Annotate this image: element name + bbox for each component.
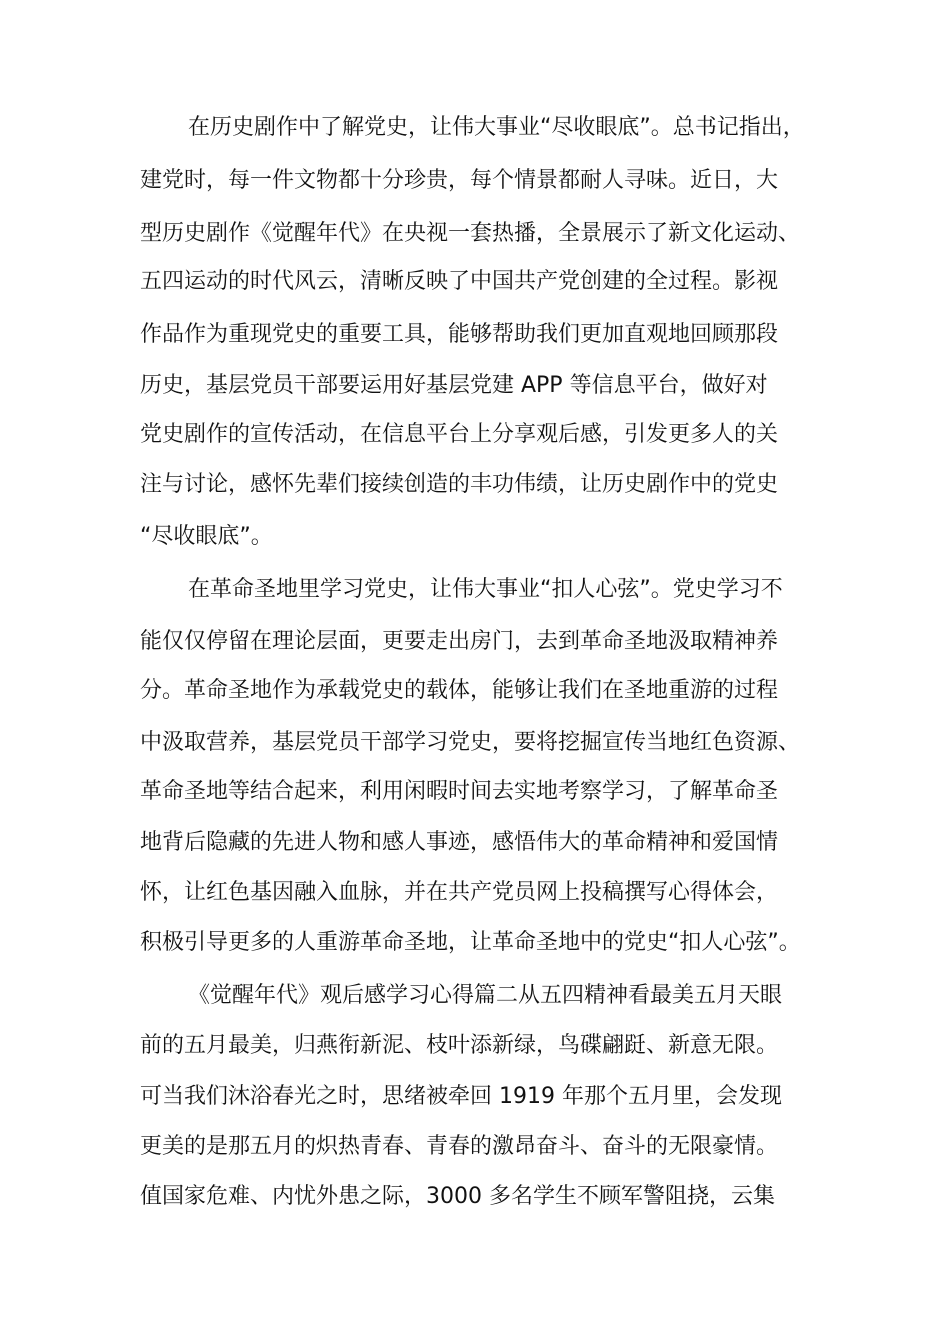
text-line: 党史剧作的宣传活动，在信息平台上分享观后感，引发更多人的关 [140,422,779,447]
text-line: 可当我们沐浴春光之时，思绪被牵回 1919 年那个五月里，会发现 [140,1084,782,1109]
text-line: 怀，让红色基因融入血脉，并在共产党员网上投稿撰写心得体会， [140,880,779,905]
text-line: 在历史剧作中了解党史，让伟大事业“尽收眼底”。总书记指出， [188,115,805,140]
text-line: 地背后隐藏的先进人物和感人事迹，感悟伟大的革命精神和爱国情 [140,830,779,855]
text-line: 分。革命圣地作为承载党史的载体，能够让我们在圣地重游的过程 [140,678,779,703]
text-line: “尽收眼底”。 [140,524,273,549]
text-line: 作品作为重现党史的重要工具，能够帮助我们更加直观地回顾那段 [140,322,779,347]
text-line: 五四运动的时代风云，清晰反映了中国共产党创建的全过程。影视 [140,269,779,294]
text-line: 《觉醒年代》观后感学习心得篇二从五四精神看最美五月天眼 [188,983,783,1008]
text-line: 革命圣地等结合起来，利用闲暇时间去实地考察学习，了解革命圣 [140,779,779,804]
text-line: 前的五月最美，归燕衔新泥、枝叶添新绿，鸟碟翩跹、新意无限。 [140,1033,779,1058]
text-line: 历史，基层党员干部要运用好基层党建 APP 等信息平台，做好对 [140,373,768,398]
text-line: 值国家危难、内忧外患之际，3000 多名学生不顾军警阻挠，云集 [140,1184,775,1209]
text-line: 注与讨论，感怀先辈们接续创造的丰功伟绩，让历史剧作中的党史 [140,472,779,497]
text-line: 积极引导更多的人重游革命圣地，让革命圣地中的党史“扣人心弦”。 [140,930,801,955]
text-line: 中汲取营养，基层党员干部学习党史，要将挖掘宣传当地红色资源、 [140,730,801,755]
text-line: 型历史剧作《觉醒年代》在央视一套热播，全景展示了新文化运动、 [140,221,801,246]
text-line: 更美的是那五月的炽热青春、青春的激昂奋斗、奋斗的无限豪情。 [140,1134,779,1159]
text-line: 能仅仅停留在理论层面，更要走出房门，去到革命圣地汲取精神养 [140,629,779,654]
text-line: 在革命圣地里学习党史，让伟大事业“扣人心弦”。党史学习不 [188,577,783,602]
text-line: 建党时，每一件文物都十分珍贵，每个情景都耐人寻味。近日，大 [140,168,779,193]
